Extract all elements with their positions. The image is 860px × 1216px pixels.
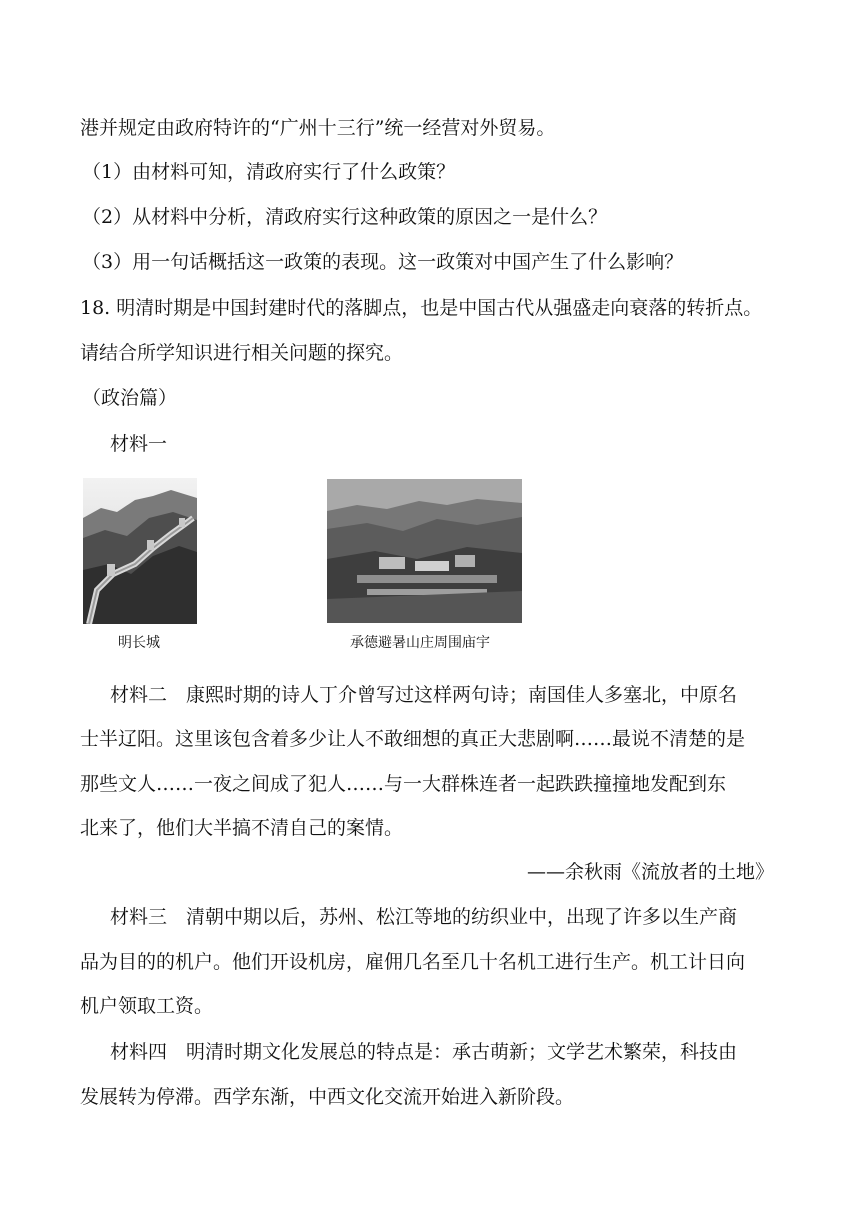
material-3-line-3: 机户领取工资。 <box>80 995 214 1017</box>
temple-photo <box>327 479 522 623</box>
question-1: （1）由材料可知，清政府实行了什么政策？ <box>82 161 456 183</box>
material-2-line-2: 士半辽阳。这里该包含着多少让人不敢细想的真正大悲剧啊……最说不清楚的是 <box>80 728 746 750</box>
great-wall-caption: 明长城 <box>118 635 160 651</box>
question-18-line-2: 请结合所学知识进行相关问题的探究。 <box>80 342 404 364</box>
material-4-line-2: 发展转为停滞。西学东渐，中西文化交流开始进入新阶段。 <box>80 1086 575 1108</box>
great-wall-image <box>83 478 197 624</box>
material-3-line-2: 品为目的的机户。他们开设机房，雇佣几名至几十名机工进行生产。机工计日向 <box>80 951 746 973</box>
great-wall-photo <box>83 478 197 624</box>
question-2: （2）从材料中分析，清政府实行这种政策的原因之一是什么？ <box>82 206 608 228</box>
material-3-line-1: 材料三 清朝中期以后，苏州、松江等地的纺织业中，出现了许多以生产商 <box>110 906 738 928</box>
material-4-line-1: 材料四 明清时期文化发展总的特点是：承古萌新；文学艺术繁荣，科技由 <box>110 1041 738 1063</box>
temple-caption: 承德避暑山庄周围庙宇 <box>350 635 490 651</box>
material-2-line-3: 那些文人……一夜之间成了犯人……与一大群株连者一起跌跌撞撞地发配到东 <box>80 773 727 795</box>
material-2-line-4: 北来了，他们大半搞不清自己的案情。 <box>80 817 404 839</box>
section-title: （政治篇） <box>82 387 178 409</box>
question-3: （3）用一句话概括这一政策的表现。这一政策对中国产生了什么影响？ <box>82 251 684 273</box>
question-18-line-1: 18. 明清时期是中国封建时代的落脚点，也是中国古代从强盛走向衰落的转折点。 <box>80 297 763 319</box>
material-2-source: ——余秋雨《流放者的土地》 <box>526 861 774 883</box>
material-1-label: 材料一 <box>110 433 168 455</box>
temple-image <box>327 479 522 623</box>
material-2-line-1: 材料二 康熙时期的诗人丁介曾写过这样两句诗；南国佳人多塞北，中原名 <box>110 684 738 706</box>
intro-line: 港并规定由政府特许的“广州十三行”统一经营对外贸易。 <box>80 117 556 139</box>
